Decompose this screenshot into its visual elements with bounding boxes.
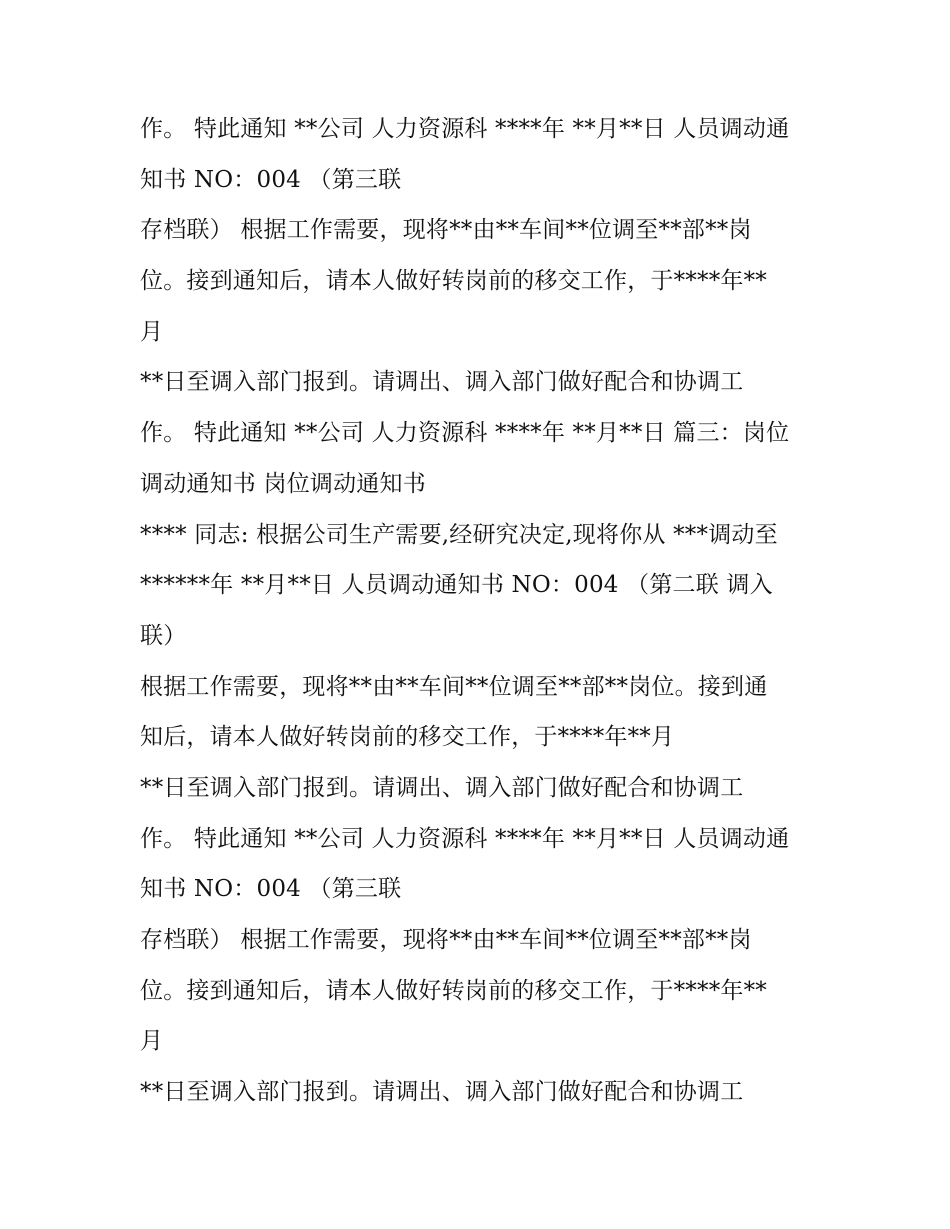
text-line: 联） bbox=[140, 622, 187, 649]
text-line: 存档联） 根据工作需要，现将**由**车间**位调至**部**岗 bbox=[140, 927, 752, 953]
text-line: **日至调入部门报到。请调出、调入部门做好配合和协调工 bbox=[140, 369, 744, 396]
text-line: 知书 NO：004 （第三联 bbox=[140, 166, 402, 193]
text-line: 月 bbox=[140, 318, 164, 345]
text-line: 调动通知书 岗位调动通知书 bbox=[140, 470, 426, 497]
text-line: 知书 NO：004 （第三联 bbox=[140, 876, 402, 903]
text-line: 位。接到通知后，请本人做好转岗前的移交工作，于****年** bbox=[140, 268, 767, 295]
text-line: 作。 特此通知 **公司 人力资源科 ****年 **月**日 人员调动通 bbox=[140, 825, 790, 852]
text-line: **日至调入部门报到。请调出、调入部门做好配合和协调工 bbox=[140, 774, 744, 801]
text-line: **** 同志: 根据公司生产需要,经研究决定,现将你从 ***调动至 bbox=[140, 521, 778, 548]
text-line: 作。 特此通知 **公司 人力资源科 ****年 **月**日 篇三：岗位 bbox=[140, 420, 790, 447]
text-line: 位。接到通知后，请本人做好转岗前的移交工作，于****年** bbox=[140, 977, 767, 1004]
text-line: **日至调入部门报到。请调出、调入部门做好配合和协调工 bbox=[140, 1079, 744, 1106]
text-line: 存档联） 根据工作需要，现将**由**车间**位调至**部**岗 bbox=[140, 217, 752, 244]
text-line: 根据工作需要，现将**由**车间**位调至**部**岗位。接到通 bbox=[140, 673, 768, 700]
text-line: 作。 特此通知 **公司 人力资源科 ****年 **月**日 人员调动通 bbox=[140, 116, 790, 142]
text-line: 知后，请本人做好转岗前的移交工作，于****年**月 bbox=[140, 724, 675, 751]
text-line: ******年 **月**日 人员调动通知书 NO：004 （第二联 调入 bbox=[140, 572, 773, 599]
document-body bbox=[140, 104, 830, 1118]
text-line: 月 bbox=[140, 1028, 164, 1055]
